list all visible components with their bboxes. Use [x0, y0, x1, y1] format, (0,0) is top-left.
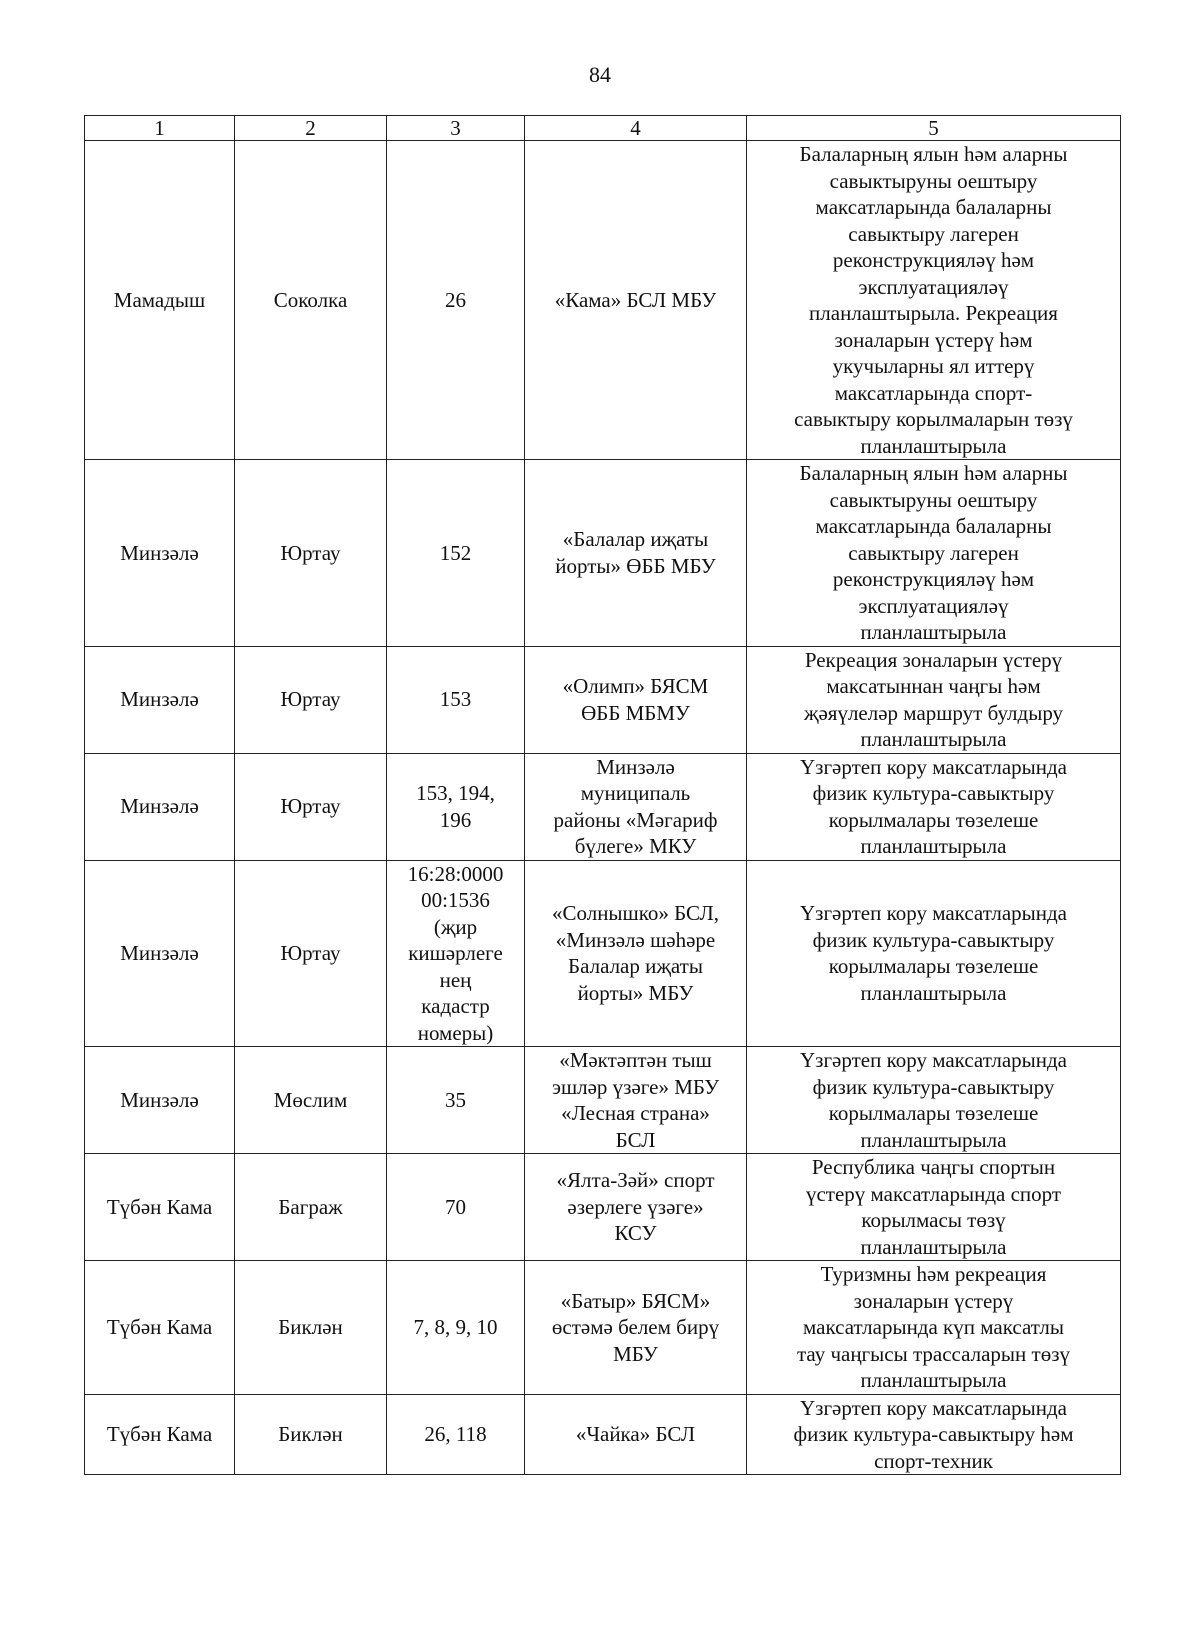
table-row [85, 646, 1121, 753]
plot-number-cell-text: 26, 118 [424, 1422, 487, 1446]
settlement-cell [235, 646, 387, 753]
page-number: 84 [589, 62, 611, 87]
description-cell [747, 860, 1121, 1047]
description-cell [747, 460, 1121, 647]
header-cell: 1 [85, 116, 235, 141]
organization-cell-text: «Батыр» БЯСМ» өстәмә белем бирү МБУ [551, 1288, 720, 1366]
organization-cell-text: «Ялта-Зәй» спорт әзерлеге үзәге» КСУ [556, 1168, 715, 1246]
plot-number-cell [387, 753, 525, 860]
settlement-cell [235, 141, 387, 460]
header-cell: 2 [235, 116, 387, 141]
organization-cell [525, 141, 747, 460]
description-cell [747, 1047, 1121, 1154]
district-cell-text: Минзәлә [120, 1087, 199, 1112]
district-cell-text: Мамадыш [113, 287, 206, 312]
settlement-cell [235, 1394, 387, 1475]
district-cell [85, 1047, 235, 1154]
table-row [85, 141, 1121, 460]
plot-number-cell [387, 1394, 525, 1475]
description-cell-text: Рекреация зоналарын үстерү максатыннан чаңгы һәм җәяүлеләр маршрут булдыру планлаштырыла [803, 647, 1064, 751]
district-cell-text: Түбән Кама [106, 1422, 213, 1446]
settlement-cell-text: Баграж [278, 1194, 343, 1219]
organization-cell-text: «Солнышко» БСЛ, «Минзәлә шәһәре Балалар иҗаты йорты» МБУ [551, 901, 719, 1005]
table-row [85, 753, 1121, 860]
settlement-cell [235, 860, 387, 1047]
description-cell-text: Туризмны һәм рекреация зоналарын үстерү максатларында күп максатлы тау чаңгысы трассаларын төзү планлаштырыла [797, 1262, 1070, 1392]
description-cell-text: Республика чаңгы спортын үстерү максатларында спорт корылмасы төзү планлаштырыла [805, 1155, 1062, 1259]
district-cell-text: Минзәлә [120, 540, 199, 565]
organization-cell [525, 1394, 747, 1475]
district-cell [85, 1154, 235, 1261]
description-cell [747, 1261, 1121, 1395]
plot-number-cell [387, 646, 525, 753]
district-cell-text: Түбән Кама [106, 1194, 213, 1219]
settlement-cell-text: Юртау [280, 941, 341, 965]
district-cell [85, 1394, 235, 1475]
header-cell: 5 [747, 116, 1121, 141]
organization-cell [525, 1154, 747, 1261]
description-cell-text: Үзгәртеп кору максатларында физик культура-савыктыру корылмалары төзелеше планлаштырыла [799, 1048, 1068, 1152]
settlement-cell-text: Юртау [280, 794, 341, 819]
description-cell [747, 753, 1121, 860]
organization-cell [525, 460, 747, 647]
plot-number-cell [387, 1047, 525, 1154]
district-cell [85, 646, 235, 753]
organization-cell-text: Минзәлә муниципаль районы «Мәгариф бүлеге» МКУ [553, 754, 718, 858]
settlement-cell-text: Юртау [280, 687, 341, 712]
settlement-cell [235, 1261, 387, 1395]
plot-number-cell [387, 860, 525, 1047]
table-row [85, 860, 1121, 1047]
description-cell-text: Балаларның ялын һәм аларны савыктыруны оештыру максатларында балаларны савыктыру лагерен реконструкцияләү һәм эксплуатацияләү планлаштырыла. Рекреация зоналарын үстерү һәм укучыларны ял иттерү максатларында спорт- савыктыру корылмаларын төзү планлаштырыла [794, 142, 1073, 458]
district-cell-text: Минзәлә [120, 941, 199, 965]
plot-number-cell-text: 35 [445, 1087, 466, 1112]
organization-cell [525, 1261, 747, 1395]
organization-cell-text: «Олимп» БЯСМ ӨББ МБМУ [562, 674, 709, 725]
plot-number-cell-text: 26 [445, 287, 466, 312]
settlement-cell-text: Биклән [278, 1315, 343, 1339]
description-cell-text: Үзгәртеп кору максатларында физик культура-савыктыру корылмалары төзелеше планлаштырыла [799, 754, 1068, 858]
settlement-cell [235, 1047, 387, 1154]
plot-number-cell [387, 1154, 525, 1261]
description-cell [747, 646, 1121, 753]
organization-cell [525, 860, 747, 1047]
plot-number-cell [387, 1261, 525, 1395]
district-cell [85, 860, 235, 1047]
district-cell-text: Түбән Кама [106, 1315, 213, 1339]
settlement-cell-text: Мөслим [273, 1087, 348, 1112]
settlement-cell-text: Юртау [280, 540, 341, 565]
table-row [85, 460, 1121, 647]
plot-number-cell-text: 16:28:0000 00:1536 (җир кишәрлеге нең кадастр номеры) [407, 861, 504, 1045]
description-cell [747, 1394, 1121, 1475]
settlement-cell [235, 753, 387, 860]
organization-cell [525, 1047, 747, 1154]
organization-cell-text: «Кама» БСЛ МБУ [554, 287, 717, 312]
settlement-cell-text: Соколка [273, 287, 348, 312]
header-cell: 3 [387, 116, 525, 141]
organization-cell-text: «Чайка» БСЛ [575, 1422, 696, 1446]
plot-number-cell-text: 153, 194, 196 [416, 781, 495, 832]
plot-number-cell-text: 153 [439, 687, 472, 712]
organization-cell-text: «Мәктәптән тыш эшләр үзәге» МБУ «Лесная страна» БСЛ [551, 1048, 720, 1152]
district-cell-text: Минзәлә [120, 794, 199, 819]
settlement-cell [235, 460, 387, 647]
description-cell-text: Үзгәртеп кору максатларында физик культура-савыктыру корылмалары төзелеше планлаштырыла [799, 901, 1068, 1005]
district-cell [85, 141, 235, 460]
table-row [85, 1154, 1121, 1261]
district-cell-text: Минзәлә [120, 687, 199, 712]
header-row [85, 116, 1121, 141]
settlement-cell-text: Биклән [278, 1422, 343, 1446]
document-table [84, 115, 1121, 1475]
description-cell [747, 1154, 1121, 1261]
description-cell [747, 141, 1121, 460]
description-cell-text: Балаларның ялын һәм аларны савыктыруны оештыру максатларында балаларны савыктыру лагерен реконструкцияләү һәм эксплуатацияләү планлаштырыла [799, 461, 1068, 644]
table-row [85, 1047, 1121, 1154]
table-row [85, 1394, 1121, 1475]
district-cell [85, 1261, 235, 1395]
plot-number-cell-text: 152 [439, 540, 472, 565]
organization-cell [525, 753, 747, 860]
district-cell [85, 460, 235, 647]
settlement-cell [235, 1154, 387, 1261]
table-row [85, 1261, 1121, 1395]
plot-number-cell-text: 70 [445, 1194, 466, 1219]
header-cell: 4 [525, 116, 747, 141]
plot-number-cell [387, 460, 525, 647]
district-cell [85, 753, 235, 860]
organization-cell-text: «Балалар иҗаты йорты» ӨББ МБУ [555, 527, 716, 578]
plot-number-cell-text: 7, 8, 9, 10 [413, 1315, 498, 1339]
description-cell-text: Үзгәртеп кору максатларында физик культура-савыктыру һәм спорт-техник [793, 1395, 1074, 1473]
plot-number-cell [387, 141, 525, 460]
organization-cell [525, 646, 747, 753]
